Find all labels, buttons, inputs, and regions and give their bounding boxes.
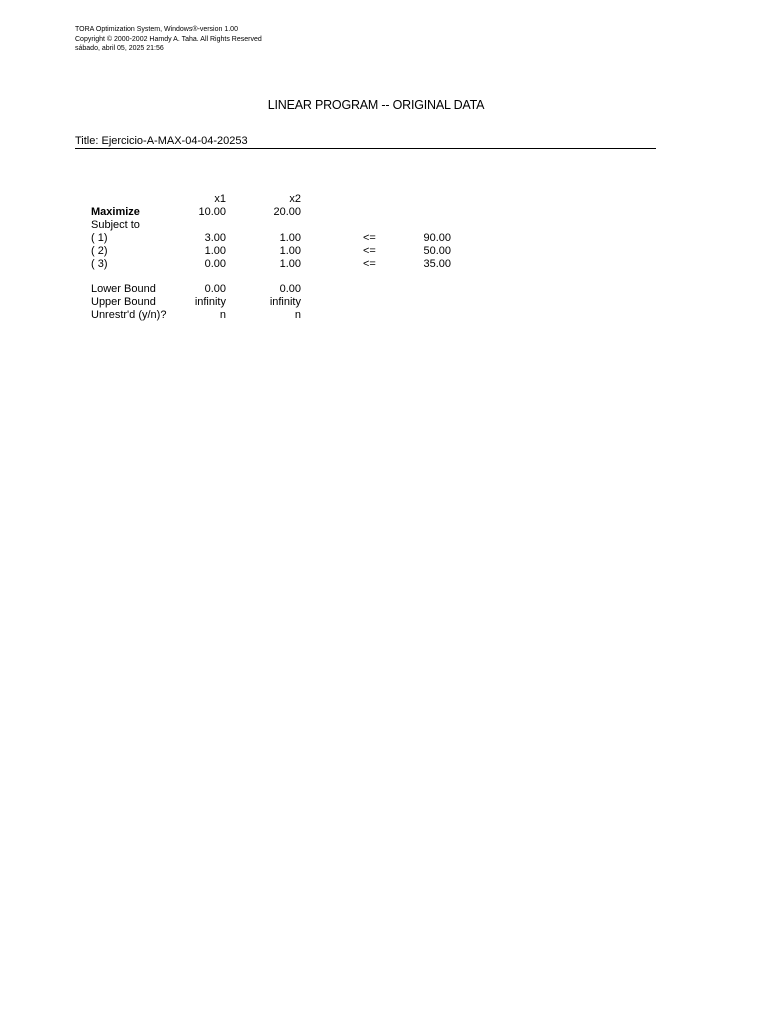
constraint-coef-x1: 1.00	[204, 245, 226, 257]
software-title: TORA Optimization System, Windows®-version 1.00	[75, 26, 238, 33]
constraint-rhs: 35.00	[423, 258, 451, 270]
lower-bound-label: Lower Bound	[91, 283, 156, 295]
constraint-operator: <=	[363, 258, 376, 270]
unrestricted-label: Unrestr'd (y/n)?	[91, 309, 167, 321]
lower-bound-x2: 0.00	[279, 283, 301, 295]
objective-coef-x2: 20.00	[273, 206, 301, 218]
constraint-coef-x2: 1.00	[279, 245, 301, 257]
copyright-notice: Copyright © 2000-2002 Hamdy A. Taha. All Rights Reserved	[75, 35, 262, 43]
constraint-row	[91, 258, 491, 271]
constraint-row	[91, 245, 491, 258]
constraint-row	[91, 232, 491, 245]
column-header-x2: x2	[289, 193, 301, 205]
report-title: LINEAR PROGRAM -- ORIGINAL DATA	[267, 98, 485, 112]
subject-to-row	[91, 219, 491, 232]
lower-bound-x1: 0.00	[204, 283, 226, 295]
unrestricted-x1: n	[219, 309, 226, 321]
column-header-x1: x1	[214, 193, 226, 205]
report-header	[75, 25, 262, 54]
model-title: Title: Ejercicio-A-MAX-04-04-20253	[75, 135, 656, 149]
constraint-operator: <=	[363, 232, 376, 244]
upper-bound-x1: infinity	[194, 296, 226, 308]
constraint-label: ( 3)	[91, 258, 108, 270]
constraint-coef-x2: 1.00	[279, 232, 301, 244]
objective-label: Maximize	[91, 206, 140, 218]
bound-row	[91, 296, 491, 309]
constraint-coef-x1: 3.00	[204, 232, 226, 244]
bound-row	[91, 283, 491, 296]
constraint-label: ( 2)	[91, 245, 108, 257]
constraint-label: ( 1)	[91, 232, 108, 244]
unrestricted-x2: n	[294, 309, 301, 321]
constraint-rhs: 90.00	[423, 232, 451, 244]
bound-row	[91, 309, 491, 322]
column-header-row	[91, 193, 491, 206]
objective-coef-x1: 10.00	[198, 206, 226, 218]
constraint-operator: <=	[363, 245, 376, 257]
upper-bound-x2: infinity	[269, 296, 301, 308]
subject-to-label: Subject to	[91, 219, 140, 231]
report-timestamp: sábado, abril 05, 2025 21:56	[75, 45, 164, 52]
objective-row	[91, 206, 491, 219]
constraint-coef-x1: 0.00	[204, 258, 226, 270]
constraint-coef-x2: 1.00	[279, 258, 301, 270]
upper-bound-label: Upper Bound	[91, 296, 156, 308]
constraint-rhs: 50.00	[423, 245, 451, 257]
